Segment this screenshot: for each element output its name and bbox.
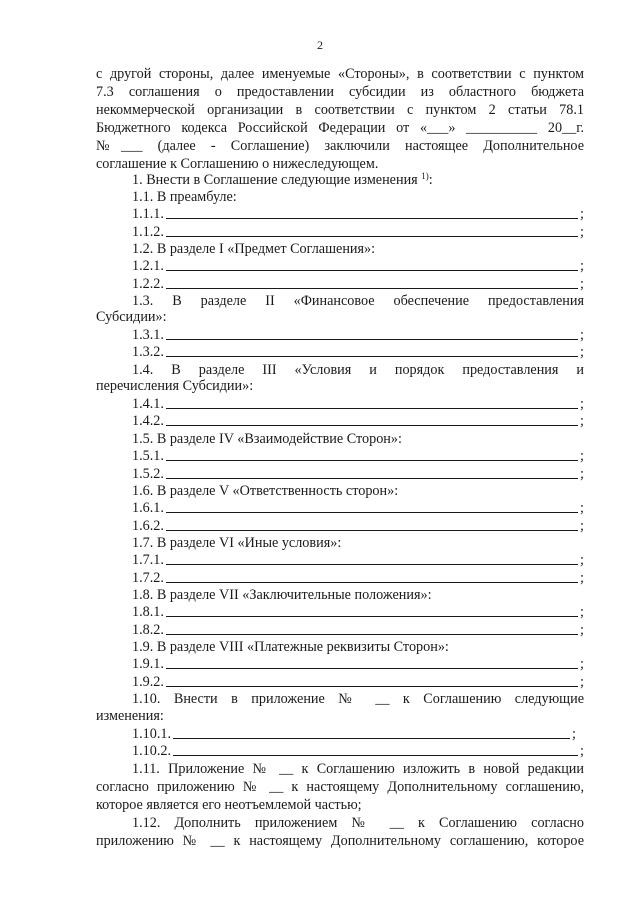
- field-label: 1.8.1.: [132, 604, 164, 620]
- field-label: 1.9.1.: [132, 656, 164, 672]
- field-end: ;: [580, 674, 584, 690]
- blank-line[interactable]: [166, 276, 578, 289]
- field-label: 1.4.2.: [132, 413, 164, 429]
- field-end: ;: [580, 500, 584, 516]
- blank-line[interactable]: [166, 674, 578, 687]
- field-label: 1.2.2.: [132, 276, 164, 292]
- intro-line-4: Бюджетного кодекса Российской Федерации от «___» __________ 20__г.: [96, 120, 584, 136]
- field-1-10-2[interactable]: [132, 743, 584, 759]
- field-1-6-1[interactable]: [132, 500, 584, 516]
- blank-line[interactable]: [166, 466, 578, 479]
- section-1-8-heading: 1.8. В разделе VII «Заключительные положения»:: [132, 587, 432, 603]
- field-end: ;: [580, 622, 584, 638]
- field-1-5-1[interactable]: [132, 448, 584, 464]
- field-label: 1.4.1.: [132, 396, 164, 412]
- blank-line[interactable]: [173, 726, 570, 739]
- field-end: ;: [580, 552, 584, 568]
- blank-line[interactable]: [166, 570, 578, 583]
- blank-line[interactable]: [166, 327, 578, 340]
- field-1-2-1[interactable]: [132, 258, 584, 274]
- section-1-10-heading-cont: изменения:: [96, 708, 164, 724]
- item-1-suffix: :: [428, 172, 433, 188]
- section-1-11-line-1: 1.11. Приложение № __ к Соглашению изложить в новой редакции: [132, 761, 584, 777]
- blank-line[interactable]: [166, 622, 578, 635]
- field-1-2-2[interactable]: [132, 276, 584, 292]
- field-1-4-2[interactable]: [132, 413, 584, 429]
- field-1-5-2[interactable]: [132, 466, 584, 482]
- field-1-7-1[interactable]: [132, 552, 584, 568]
- field-end: ;: [580, 276, 584, 292]
- field-1-8-1[interactable]: [132, 604, 584, 620]
- field-label: 1.9.2.: [132, 674, 164, 690]
- field-end: ;: [580, 413, 584, 429]
- field-end: ;: [580, 743, 584, 759]
- field-end: ;: [580, 206, 584, 222]
- field-end: ;: [580, 656, 584, 672]
- field-end: ;: [580, 448, 584, 464]
- field-label: 1.3.1.: [132, 327, 164, 343]
- field-end: ;: [580, 327, 584, 343]
- field-1-8-2[interactable]: [132, 622, 584, 638]
- section-1-4-heading-cont: перечисления Субсидии»:: [96, 378, 254, 394]
- field-end: ;: [580, 396, 584, 412]
- blank-line[interactable]: [166, 448, 578, 461]
- section-1-4-heading: 1.4. В разделе III «Условия и порядок предоставления и: [132, 362, 584, 378]
- field-end: ;: [580, 344, 584, 360]
- field-end: ;: [580, 224, 584, 240]
- blank-line[interactable]: [166, 224, 578, 237]
- field-1-9-1[interactable]: [132, 656, 584, 672]
- section-1-7-heading: 1.7. В разделе VI «Иные условия»:: [132, 535, 342, 551]
- field-end: ;: [580, 258, 584, 274]
- item-1-text: 1. Внести в Соглашение следующие изменения: [132, 172, 418, 188]
- blank-line[interactable]: [166, 500, 578, 513]
- field-end: ;: [572, 726, 576, 742]
- field-1-4-1[interactable]: [132, 396, 584, 412]
- field-1-1-1[interactable]: [132, 206, 584, 222]
- intro-line-3: некоммерческой организации в соответствии с пунктом 2 статьи 78.1: [96, 102, 584, 118]
- blank-line[interactable]: [166, 258, 578, 271]
- section-1-9-heading: 1.9. В разделе VIII «Платежные реквизиты Сторон»:: [132, 639, 449, 655]
- intro-line-2: 7.3 соглашения о предоставлении субсидии из областного бюджета: [96, 84, 584, 100]
- blank-line[interactable]: [166, 396, 578, 409]
- field-label: 1.7.1.: [132, 552, 164, 568]
- field-label: 1.10.2.: [132, 743, 172, 759]
- blank-line[interactable]: [166, 206, 578, 219]
- field-end: ;: [580, 518, 584, 534]
- item-1-heading: [132, 172, 584, 188]
- field-1-7-2[interactable]: [132, 570, 584, 586]
- section-1-3-heading-cont: Субсидии»:: [96, 309, 167, 325]
- blank-line[interactable]: [173, 743, 578, 756]
- intro-line-1: с другой стороны, далее именуемые «Стороны», в соответствии с пунктом: [96, 66, 584, 82]
- blank-line[interactable]: [166, 413, 578, 426]
- field-label: 1.7.2.: [132, 570, 164, 586]
- section-1-5-heading: 1.5. В разделе IV «Взаимодействие Сторон»:: [132, 431, 402, 447]
- field-1-3-2[interactable]: [132, 344, 584, 360]
- blank-line[interactable]: [166, 344, 578, 357]
- field-end: ;: [580, 570, 584, 586]
- field-label: 1.6.2.: [132, 518, 164, 534]
- section-1-10-heading: 1.10. Внести в приложение № __ к Соглашению следующие: [132, 691, 584, 707]
- intro-line-5: №___ (далее - Соглашение) заключили настоящее Дополнительное: [96, 138, 584, 154]
- blank-line[interactable]: [166, 552, 578, 565]
- field-1-9-2[interactable]: [132, 674, 584, 690]
- section-1-1-heading: 1.1. В преамбуле:: [132, 189, 237, 205]
- field-label: 1.6.1.: [132, 500, 164, 516]
- field-1-10-1[interactable]: [132, 726, 576, 742]
- intro-line-6: соглашение к Соглашению о нижеследующем.: [96, 156, 379, 172]
- field-1-1-2[interactable]: [132, 224, 584, 240]
- page-number: 2: [317, 38, 323, 52]
- blank-line[interactable]: [166, 604, 578, 617]
- blank-line[interactable]: [166, 518, 578, 531]
- field-end: ;: [580, 466, 584, 482]
- field-label: 1.8.2.: [132, 622, 164, 638]
- field-label: 1.3.2.: [132, 344, 164, 360]
- section-1-11-line-3: которое является его неотъемлемой частью;: [96, 797, 362, 813]
- field-end: ;: [580, 604, 584, 620]
- section-1-2-heading: 1.2. В разделе I «Предмет Соглашения»:: [132, 241, 376, 257]
- field-label: 1.2.1.: [132, 258, 164, 274]
- field-label: 1.1.2.: [132, 224, 164, 240]
- blank-line[interactable]: [166, 656, 578, 669]
- section-1-11-line-2: согласно приложению № __ к настоящему Дополнительному соглашению,: [96, 779, 584, 795]
- section-1-12-line-1: 1.12. Дополнить приложением № __ к Соглашению согласно: [132, 815, 584, 831]
- section-1-3-heading: 1.3. В разделе II «Финансовое обеспечение предоставления: [132, 293, 584, 309]
- field-label: 1.5.2.: [132, 466, 164, 482]
- field-label: 1.10.1.: [132, 726, 172, 742]
- field-label: 1.1.1.: [132, 206, 164, 222]
- field-label: 1.5.1.: [132, 448, 164, 464]
- field-1-3-1[interactable]: [132, 327, 584, 343]
- section-1-6-heading: 1.6. В разделе V «Ответственность сторон»:: [132, 483, 399, 499]
- field-1-6-2[interactable]: [132, 518, 584, 534]
- footnote-mark: 1): [421, 171, 429, 181]
- section-1-12-line-2: приложению № __ к настоящему Дополнительному соглашению, которое: [96, 833, 584, 849]
